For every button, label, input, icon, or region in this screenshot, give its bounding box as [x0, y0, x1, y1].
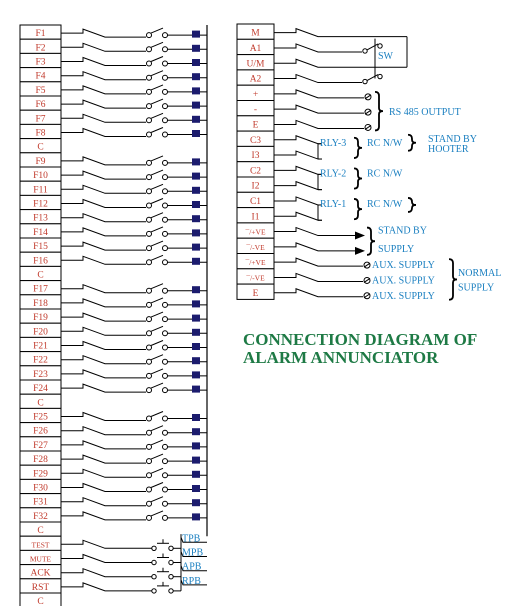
left-wire	[61, 171, 109, 179]
indicator-led	[192, 102, 200, 109]
contact-terminal	[147, 331, 152, 336]
contact-terminal	[147, 459, 152, 464]
pb-terminal	[152, 589, 156, 593]
aux-supply-label: AUX. SUPPLY	[372, 275, 435, 287]
right-wire	[274, 151, 322, 159]
indicator-led	[192, 158, 200, 165]
contact-blade	[151, 440, 163, 445]
left-wire	[61, 157, 109, 165]
relay-brace	[354, 138, 362, 158]
indicator-led	[192, 414, 200, 421]
right-terminal-label: +	[252, 89, 259, 100]
contact-terminal	[163, 89, 168, 94]
contact-terminal	[163, 175, 168, 180]
left-wire	[61, 569, 109, 577]
right-terminal-label: A2	[249, 74, 262, 85]
pb-terminal	[169, 589, 173, 593]
indicator-led	[192, 59, 200, 66]
indicator-led	[192, 187, 200, 194]
contact-terminal	[147, 345, 152, 350]
right-terminal-label: U/M	[246, 59, 265, 70]
contact-terminal	[163, 359, 168, 364]
aux-supply-label: AUX. SUPPLY	[372, 290, 435, 302]
pb-terminal	[152, 546, 156, 550]
rc-nw-label: RC N/W	[367, 137, 403, 149]
contact-terminal	[147, 89, 152, 94]
indicator-led	[192, 87, 200, 94]
left-terminal-label: MUTE	[29, 554, 52, 564]
contact-terminal	[163, 515, 168, 520]
contact-terminal	[163, 118, 168, 123]
left-terminal-label: F27	[33, 440, 48, 451]
right-wire	[274, 197, 322, 205]
contact-terminal	[147, 175, 152, 180]
indicator-led	[192, 130, 200, 137]
left-wire	[61, 313, 109, 321]
indicator-led	[192, 471, 200, 478]
contact-terminal	[163, 47, 168, 52]
contact-terminal	[163, 260, 168, 265]
right-wire	[274, 105, 322, 113]
right-wire	[274, 29, 322, 37]
contact-blade	[151, 170, 163, 175]
left-wire	[61, 498, 109, 506]
contact-blade	[151, 71, 163, 76]
pb-terminal	[169, 560, 173, 564]
contact-blade	[151, 28, 163, 33]
contact-terminal	[163, 104, 168, 109]
contact-terminal	[147, 160, 152, 165]
standby-brace	[367, 228, 375, 255]
right-terminal-label: ¯/+VE	[245, 258, 266, 268]
contact-terminal	[163, 189, 168, 194]
left-wire	[61, 540, 109, 548]
contact-blade	[151, 213, 163, 218]
left-wire	[61, 214, 109, 222]
indicator-led	[192, 357, 200, 364]
contact-terminal	[147, 61, 152, 66]
indicator-led	[192, 173, 200, 180]
left-terminal-label: C	[37, 398, 44, 409]
indicator-led	[192, 215, 200, 222]
right-terminal-label: I3	[251, 151, 260, 162]
contact-terminal	[163, 288, 168, 293]
left-terminal-label: F26	[33, 426, 48, 437]
left-terminal-label: F14	[33, 227, 48, 238]
push-button-label: APB	[182, 561, 202, 573]
contact-blade	[151, 369, 163, 374]
contact-terminal	[147, 388, 152, 393]
indicator-led	[192, 201, 200, 208]
left-wire	[61, 100, 109, 108]
right-wire	[274, 90, 322, 98]
left-wire	[61, 43, 109, 51]
standby-supply-label: SUPPLY	[378, 243, 415, 255]
indicator-led	[192, 343, 200, 350]
contact-blade	[151, 511, 163, 516]
left-wire	[61, 427, 109, 435]
right-terminal-label: ¯/+VE	[245, 227, 266, 237]
push-button-label: TPB	[182, 533, 201, 545]
contact-terminal	[147, 33, 152, 38]
contact-terminal	[163, 459, 168, 464]
contact-terminal	[147, 189, 152, 194]
left-terminal-label: C	[37, 526, 44, 537]
right-terminal-label: A1	[249, 43, 262, 54]
hooter-label: HOOTER	[428, 143, 469, 155]
left-terminal-label: F21	[33, 341, 48, 352]
left-wire	[61, 469, 109, 477]
right-terminal-strip	[237, 24, 322, 299]
right-wire	[274, 75, 322, 83]
right-wire	[274, 289, 322, 297]
relay-label-1: RLY-1	[320, 198, 347, 210]
rs485-label: RS 485 OUTPUT	[389, 107, 461, 119]
right-wire	[274, 136, 322, 144]
pb-terminal	[169, 546, 173, 550]
left-terminal-label: C	[37, 597, 44, 606]
left-wire	[61, 185, 109, 193]
contact-terminal	[147, 317, 152, 322]
left-terminal-label: F11	[33, 185, 48, 196]
indicator-led	[192, 73, 200, 80]
push-button-label: MPB	[182, 547, 204, 559]
right-wire	[274, 258, 322, 266]
left-terminal-label: F32	[33, 511, 48, 522]
relay-label-3: RLY-3	[320, 137, 347, 149]
contact-blade	[151, 454, 163, 459]
pb-terminal	[152, 575, 156, 579]
contact-blade	[151, 497, 163, 502]
left-terminal-label: F23	[33, 369, 48, 380]
indicator-led	[192, 329, 200, 336]
contact-terminal	[163, 203, 168, 208]
contact-terminal	[163, 33, 168, 38]
rc-nw-label: RC N/W	[367, 168, 403, 180]
contact-blade	[151, 156, 163, 161]
left-terminal-label: F31	[33, 497, 48, 508]
left-wire	[61, 242, 109, 250]
left-wire	[61, 327, 109, 335]
left-terminal-label: F8	[35, 128, 46, 139]
contact-terminal	[163, 317, 168, 322]
left-wire	[61, 455, 109, 463]
left-terminal-label: RST	[31, 582, 50, 593]
right-wire	[274, 228, 322, 236]
left-wire	[61, 583, 109, 591]
relay-brace	[354, 168, 362, 188]
left-terminal-label: C	[37, 142, 44, 153]
left-terminal-label: F19	[33, 313, 48, 324]
diagram-title-line-1: CONNECTION DIAGRAM OF	[243, 330, 478, 349]
contact-terminal	[147, 430, 152, 435]
left-terminal-label: F25	[33, 412, 48, 423]
contact-blade	[151, 85, 163, 90]
contact-blade	[151, 128, 163, 133]
left-terminal-label: F17	[33, 284, 48, 295]
normal-supply-brace	[449, 259, 457, 300]
hooter-brace	[408, 135, 416, 151]
contact-terminal	[163, 373, 168, 378]
contact-terminal	[147, 75, 152, 80]
left-terminal-label: F12	[33, 199, 48, 210]
left-terminal-label: F1	[35, 29, 46, 40]
indicator-led	[192, 229, 200, 236]
right-terminal-label: M	[251, 28, 260, 39]
left-wire	[61, 58, 109, 66]
contact-blade	[151, 227, 163, 232]
contact-terminal	[163, 61, 168, 66]
sw-contact	[363, 79, 367, 83]
indicator-led	[192, 428, 200, 435]
left-terminal-label: F3	[35, 57, 46, 68]
contact-terminal	[163, 430, 168, 435]
contact-terminal	[147, 246, 152, 251]
normal-supply-label: SUPPLY	[458, 282, 495, 294]
right-wire	[274, 166, 322, 174]
left-terminal-label: F6	[35, 100, 46, 111]
left-wire	[61, 29, 109, 37]
contact-terminal	[147, 217, 152, 222]
contact-blade	[151, 426, 163, 431]
left-terminal-label: ACK	[30, 568, 51, 579]
right-terminal-label: C1	[249, 196, 262, 207]
relay-brace	[354, 199, 362, 219]
contact-terminal	[163, 345, 168, 350]
left-terminal-label: F4	[35, 71, 46, 82]
contact-terminal	[147, 515, 152, 520]
sw-contact	[378, 74, 382, 78]
indicator-led	[192, 457, 200, 464]
indicator-led	[192, 371, 200, 378]
indicator-led	[192, 315, 200, 322]
sw-blade	[367, 44, 378, 50]
left-wire	[61, 484, 109, 492]
contact-terminal	[147, 373, 152, 378]
indicator-led	[192, 31, 200, 38]
right-terminal-label: C3	[249, 135, 262, 146]
indicator-led	[192, 442, 200, 449]
contact-terminal	[163, 75, 168, 80]
contact-blade	[151, 468, 163, 473]
left-terminal-label: F18	[33, 298, 48, 309]
indicator-led	[192, 116, 200, 123]
contact-terminal	[147, 118, 152, 123]
right-wire	[274, 243, 322, 251]
stand-by-supply-label: STAND BY	[378, 225, 427, 237]
rly1-brace	[408, 198, 416, 212]
contact-blade	[151, 241, 163, 246]
contact-blade	[151, 57, 163, 62]
normal-label: NORMAL	[458, 268, 502, 280]
left-terminal-label: F15	[33, 242, 48, 253]
left-wire	[61, 356, 109, 364]
left-wire	[61, 342, 109, 350]
right-terminal-label: -	[253, 105, 258, 116]
pb-terminal	[152, 560, 156, 564]
left-terminal-label: F30	[33, 483, 48, 494]
left-wire	[61, 129, 109, 137]
indicator-led	[192, 300, 200, 307]
contact-terminal	[163, 331, 168, 336]
left-terminal-label: F7	[35, 114, 46, 125]
left-terminal-label: F5	[35, 85, 46, 96]
contact-blade	[151, 284, 163, 289]
left-wire	[61, 256, 109, 264]
contact-terminal	[163, 231, 168, 236]
right-wire	[274, 44, 322, 52]
left-terminal-label: C	[37, 270, 44, 281]
right-wire	[274, 273, 322, 281]
contact-terminal	[163, 132, 168, 137]
contact-blade	[151, 326, 163, 331]
contact-terminal	[147, 501, 152, 506]
push-button-label: RPB	[182, 575, 201, 587]
sw-contact	[363, 49, 367, 53]
contact-terminal	[147, 444, 152, 449]
aux-supply-label: AUX. SUPPLY	[372, 260, 435, 272]
contact-terminal	[147, 416, 152, 421]
right-terminal-label: E	[252, 288, 259, 299]
contact-blade	[151, 42, 163, 47]
stand-by-hooter-label: STAND BY	[428, 133, 477, 145]
left-terminal-label: F22	[33, 355, 48, 366]
indicator-led	[192, 258, 200, 265]
left-wire	[61, 285, 109, 293]
left-wire	[61, 114, 109, 122]
left-terminal-label: F29	[33, 469, 48, 480]
standby-arrow	[355, 247, 365, 255]
contact-terminal	[163, 444, 168, 449]
left-wire	[61, 413, 109, 421]
left-wire	[61, 555, 109, 563]
contact-terminal	[147, 104, 152, 109]
contact-blade	[151, 99, 163, 104]
contact-terminal	[163, 160, 168, 165]
left-terminal-label: F28	[33, 455, 48, 466]
indicator-led	[192, 244, 200, 251]
right-terminal-label: C2	[249, 166, 262, 177]
left-wire	[61, 228, 109, 236]
right-wire	[274, 182, 322, 190]
left-wire	[61, 86, 109, 94]
sw-contact	[378, 44, 382, 48]
contact-terminal	[147, 359, 152, 364]
right-terminal-label: I2	[251, 181, 260, 192]
indicator-led	[192, 45, 200, 52]
contact-terminal	[147, 260, 152, 265]
sw-label: SW	[378, 50, 393, 62]
left-terminal-label: F2	[35, 43, 46, 54]
diagram-title-line-2: ALARM ANNUNCIATOR	[243, 348, 439, 367]
annotations	[318, 37, 501, 302]
left-terminal-label: F10	[33, 171, 48, 182]
contact-blade	[151, 199, 163, 204]
contact-blade	[151, 184, 163, 189]
indicator-led	[192, 386, 200, 393]
contact-blade	[151, 483, 163, 488]
indicator-led	[192, 286, 200, 293]
left-wire	[61, 384, 109, 392]
contact-blade	[151, 312, 163, 317]
left-wire	[61, 200, 109, 208]
left-terminal-label: F13	[33, 213, 48, 224]
contact-terminal	[163, 501, 168, 506]
contact-blade	[151, 255, 163, 260]
standby-arrow	[355, 232, 365, 240]
right-terminal-label: ¯/-VE	[246, 273, 265, 283]
left-terminal-strip	[20, 25, 207, 606]
contact-blade	[151, 383, 163, 388]
left-terminal-label: F16	[33, 256, 48, 267]
rc-nw-label: RC N/W	[367, 198, 403, 210]
contact-terminal	[163, 302, 168, 307]
indicator-led	[192, 499, 200, 506]
left-wire	[61, 72, 109, 80]
right-wire	[274, 120, 322, 128]
contact-terminal	[163, 246, 168, 251]
right-wire	[274, 59, 322, 67]
contact-terminal	[147, 47, 152, 52]
left-terminal-label: F24	[33, 384, 48, 395]
left-terminal-label: F9	[35, 156, 46, 167]
contact-blade	[151, 355, 163, 360]
contact-terminal	[163, 217, 168, 222]
contact-terminal	[147, 473, 152, 478]
contact-blade	[151, 298, 163, 303]
contact-blade	[151, 113, 163, 118]
right-terminal-label: I1	[251, 212, 260, 223]
left-terminal-label: F20	[33, 327, 48, 338]
contact-blade	[151, 412, 163, 417]
right-wire	[274, 212, 322, 220]
left-wire	[61, 512, 109, 520]
left-wire	[61, 299, 109, 307]
left-wire	[61, 441, 109, 449]
pb-terminal	[169, 575, 173, 579]
contact-terminal	[163, 487, 168, 492]
sw-blade	[367, 75, 378, 81]
contact-terminal	[147, 302, 152, 307]
right-terminal-label: ¯/-VE	[246, 242, 265, 252]
rs485-brace	[375, 92, 383, 131]
contact-terminal	[163, 388, 168, 393]
left-terminal-label: TEST	[31, 540, 50, 550]
indicator-led	[192, 485, 200, 492]
left-wire	[61, 370, 109, 378]
contact-terminal	[163, 416, 168, 421]
contact-terminal	[147, 487, 152, 492]
contact-terminal	[147, 203, 152, 208]
contact-terminal	[163, 473, 168, 478]
relay-label-2: RLY-2	[320, 168, 347, 180]
indicator-led	[192, 513, 200, 520]
right-terminal-label: E	[252, 120, 259, 131]
contact-terminal	[147, 231, 152, 236]
contact-terminal	[147, 288, 152, 293]
contact-blade	[151, 341, 163, 346]
contact-terminal	[147, 132, 152, 137]
